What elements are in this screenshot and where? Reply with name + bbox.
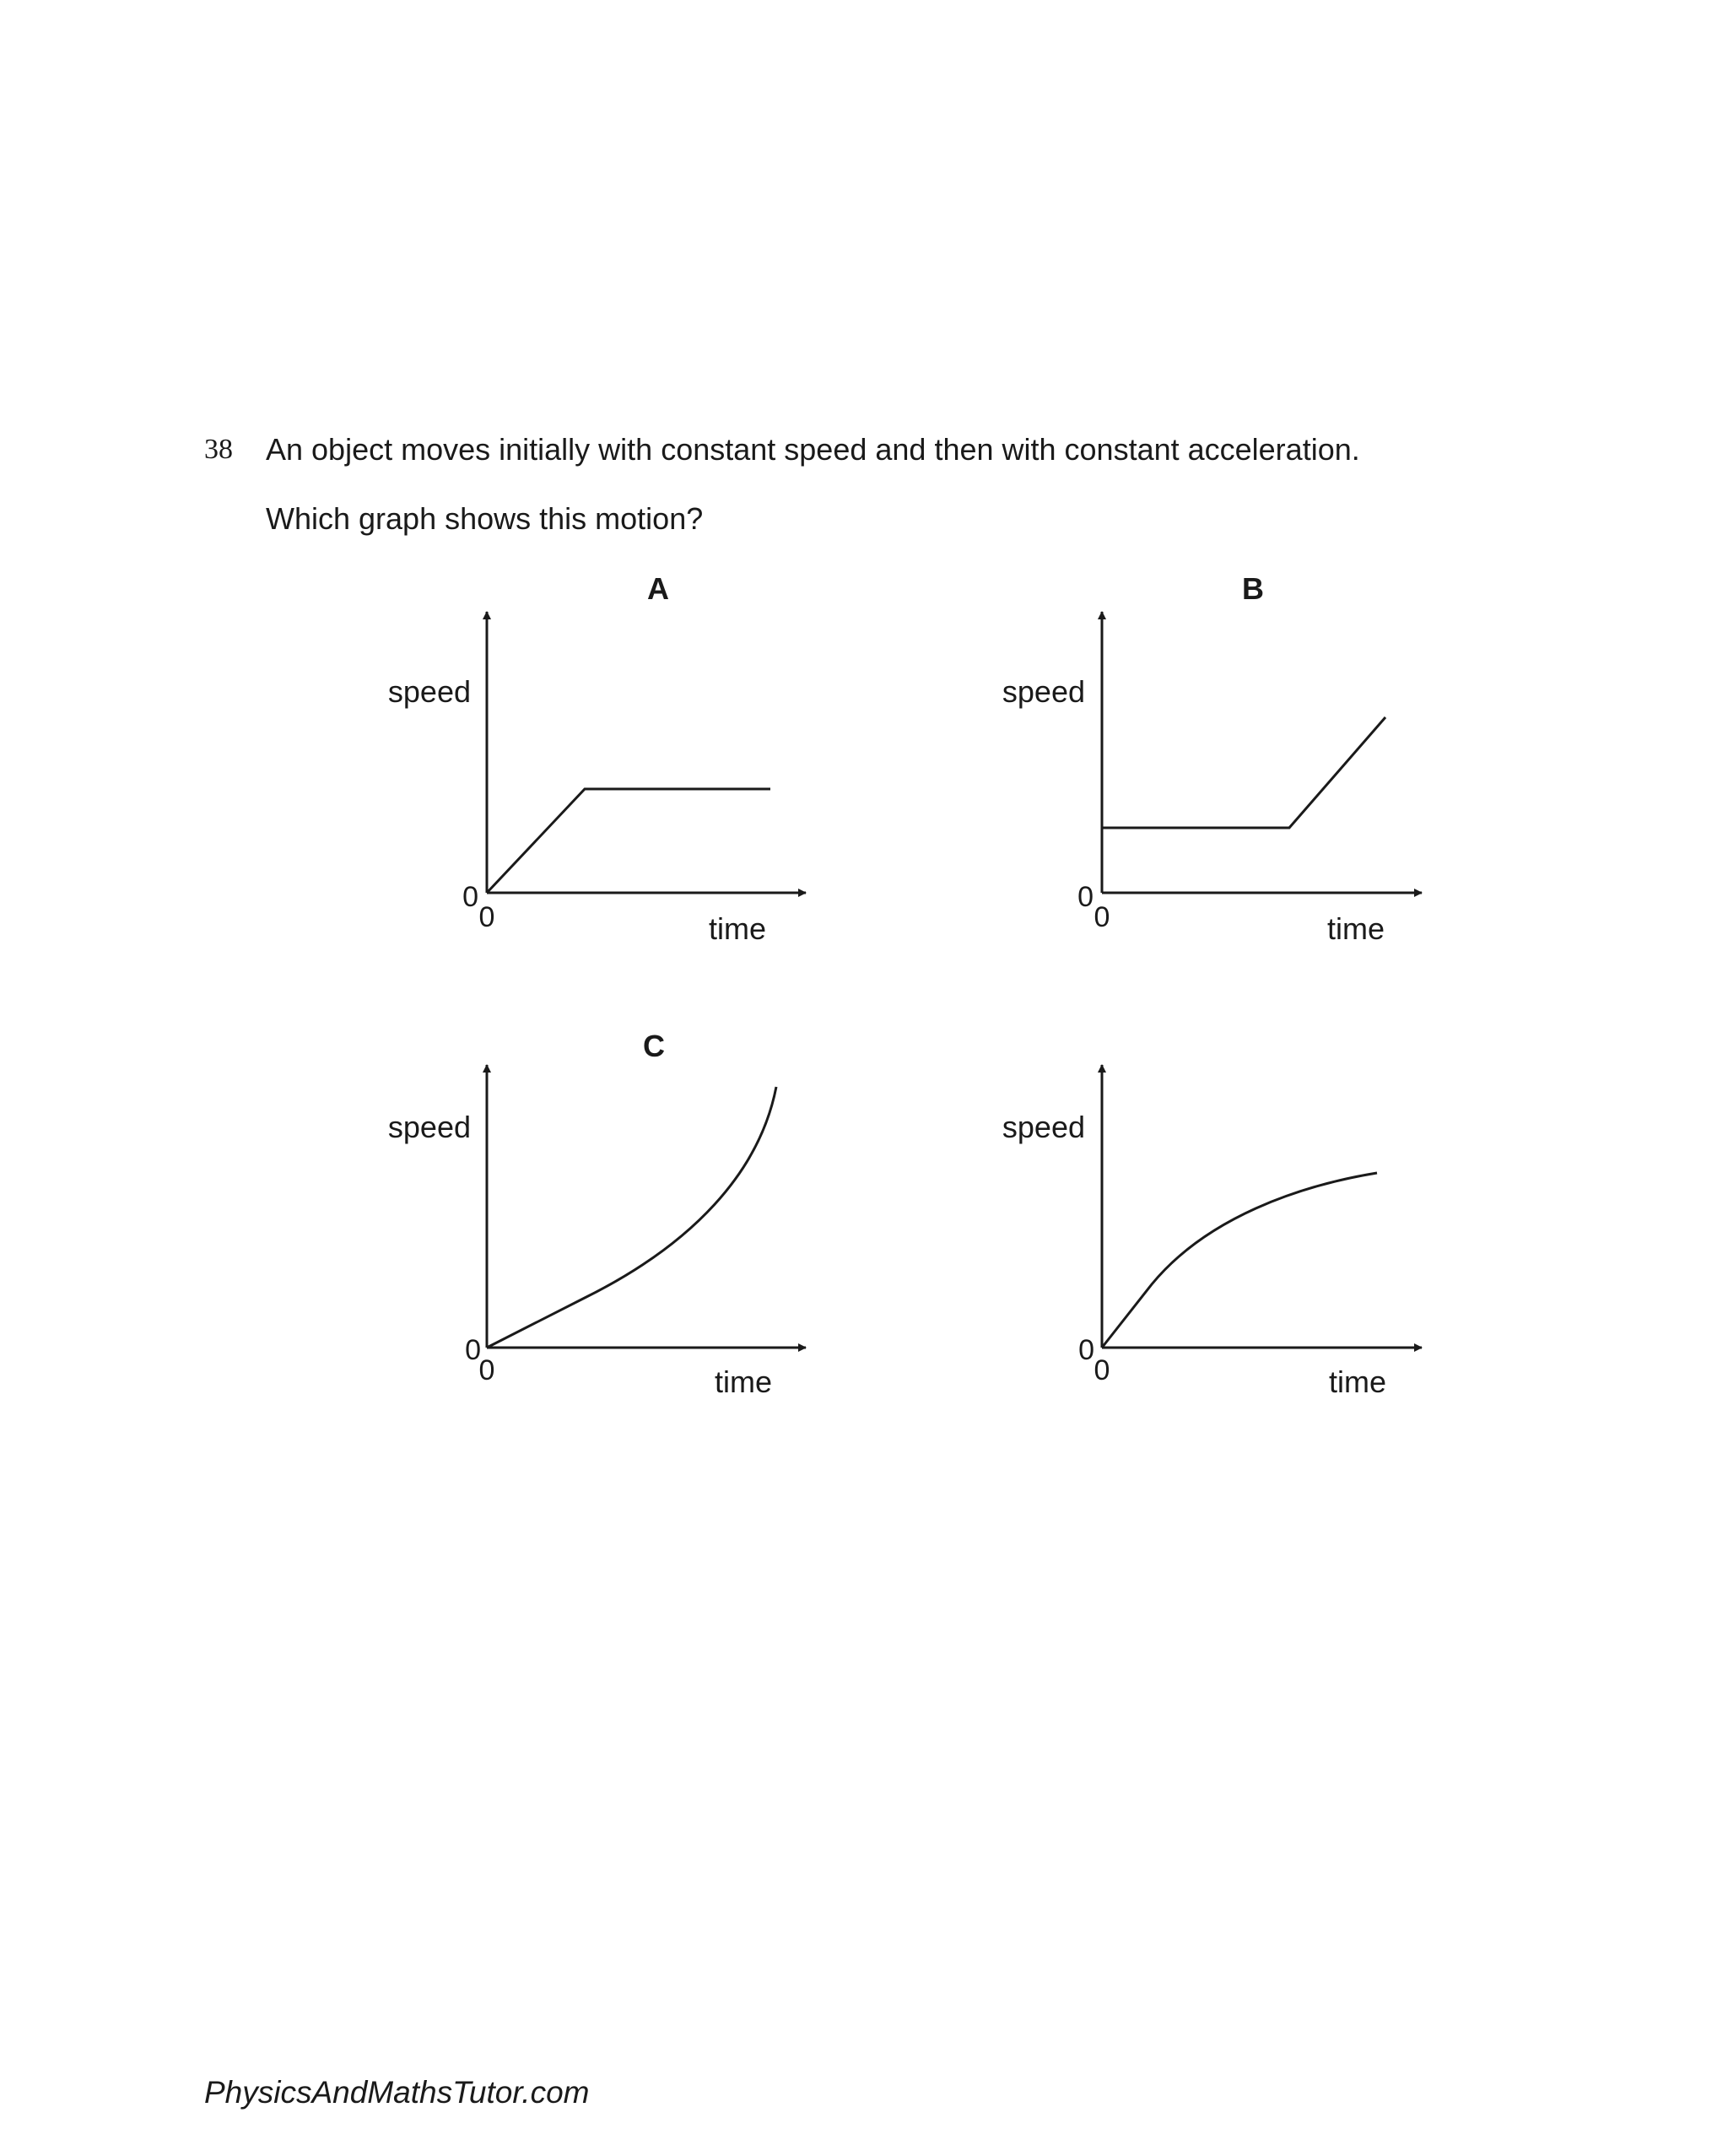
- footer-site-name: PhysicsAndMathsTutor.com: [204, 2075, 590, 2110]
- graph-d: [1002, 1065, 1422, 1399]
- graph-b-origin-y: 0: [1077, 881, 1094, 913]
- graph-a-curve: [487, 789, 770, 893]
- graph-a: [388, 571, 806, 946]
- graph-d-y-label: speed: [1002, 1110, 1085, 1144]
- graph-c-label: C: [643, 1029, 665, 1063]
- graph-a-origin-x: 0: [478, 901, 495, 933]
- graph-d-origin-x: 0: [1094, 1354, 1110, 1386]
- graph-d-x-label: time: [1328, 1364, 1387, 1399]
- graph-b-y-label: speed: [1002, 674, 1085, 709]
- graph-b-label: B: [1242, 571, 1264, 606]
- graph-b-curve: [1102, 717, 1385, 828]
- graph-a-y-label: speed: [387, 674, 471, 709]
- graph-a-label: A: [647, 571, 669, 606]
- graph-c: [388, 1029, 806, 1399]
- graph-b: [1002, 571, 1422, 946]
- graph-d-origin-y: 0: [1078, 1334, 1094, 1366]
- question-prompt: Which graph shows this motion?: [266, 501, 704, 536]
- question-text: An object moves initially with constant speed and then with constant acceleration.: [266, 432, 1360, 467]
- graph-c-curve: [487, 1087, 776, 1348]
- question-number: 38: [204, 434, 233, 465]
- graph-c-origin-x: 0: [478, 1354, 495, 1386]
- graph-a-origin-y: 0: [462, 881, 478, 913]
- graph-a-x-label: time: [708, 911, 767, 946]
- graph-d-curve: [1102, 1173, 1377, 1348]
- graph-b-x-label: time: [1326, 911, 1385, 946]
- graph-c-y-label: speed: [387, 1110, 471, 1144]
- graph-c-x-label: time: [714, 1364, 773, 1399]
- graph-b-origin-x: 0: [1094, 901, 1110, 933]
- graph-c-origin-y: 0: [465, 1334, 481, 1366]
